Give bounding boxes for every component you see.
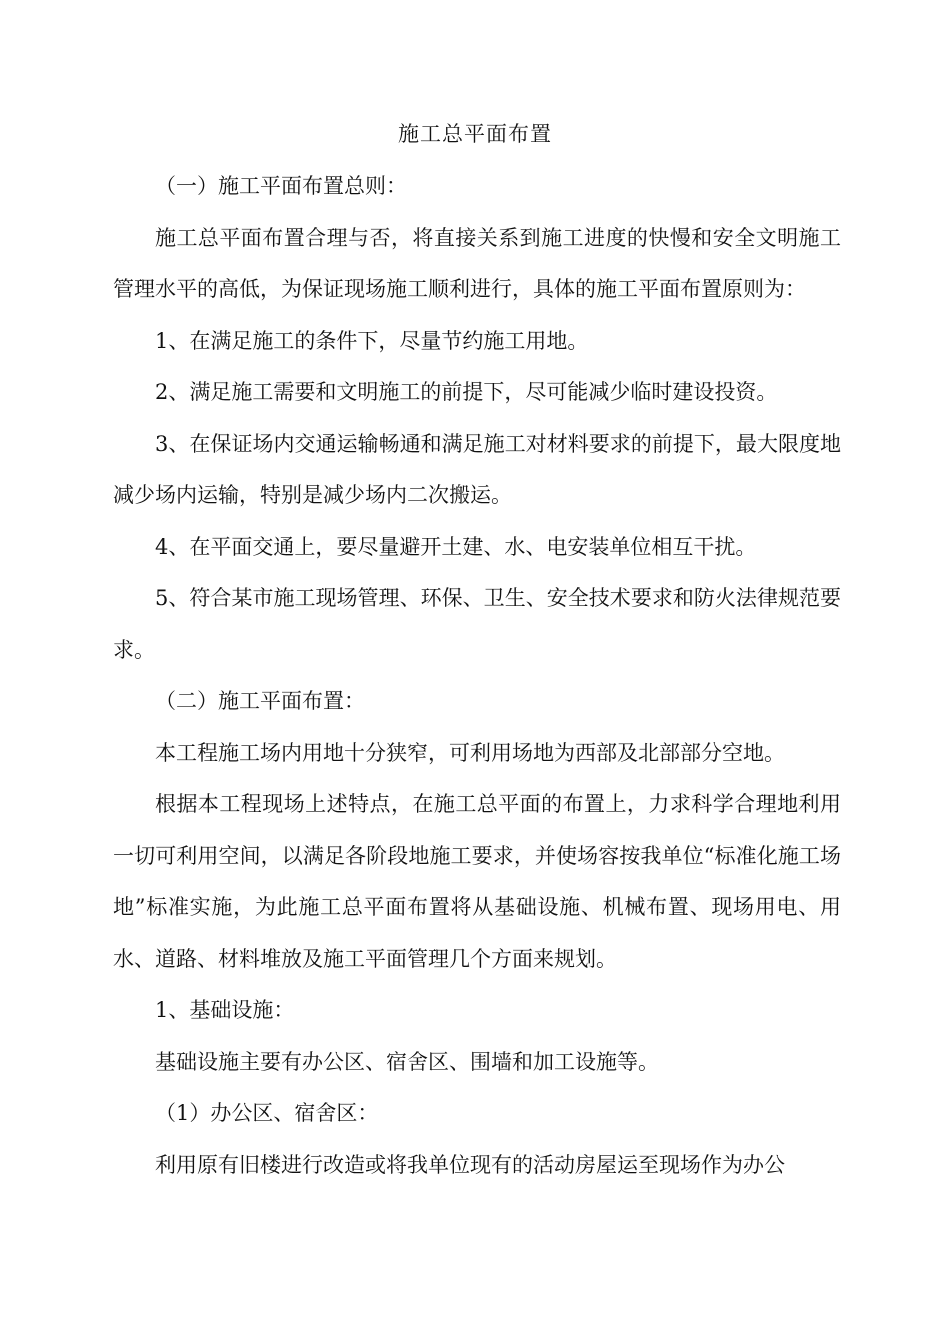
section-heading-2: （二）施工平面布置： bbox=[155, 689, 365, 713]
list-item: 5、符合某市施工现场管理、环保、卫生、安全技术要求和防火法律规范要求。 bbox=[113, 586, 841, 662]
list-item: 2、满足施工需要和文明施工的前提下，尽可能减少临时建设投资。 bbox=[155, 380, 778, 404]
list-item: 4、在平面交通上，要尽量避开土建、水、电安装单位相互干扰。 bbox=[155, 534, 757, 559]
document-body bbox=[113, 161, 841, 1191]
paragraph: 基础设施主要有办公区、宿舍区、围墙和加工设施等。 bbox=[155, 1049, 659, 1074]
paragraph: 利用原有旧楼进行改造或将我单位现有的活动房屋运至现场作为办公 bbox=[155, 1152, 785, 1177]
document-title: 施工总平面布置 bbox=[398, 122, 552, 146]
paragraph: 根据本工程现场上述特点，在施工总平面的布置上，力求科学合理地利用一切可利用空间，以满足各阶段地施工要求，并使场容按我单位“标准化施工场地”标准实施，为此施工总平面布置将从基础设施、机械布置、现场用电、用水、道路、材料堆放及施工平面管理几个方面来规划。 bbox=[113, 792, 841, 971]
section-heading-1: （一）施工平面布置总则： bbox=[155, 174, 407, 198]
list-item: 3、在保证场内交通运输畅通和满足施工对材料要求的前提下，最大限度地减少场内运输，特别是减少场内二次搬运。 bbox=[113, 431, 841, 507]
list-item: 1、在满足施工的条件下，尽量节约施工用地。 bbox=[155, 328, 589, 353]
subsection-heading: （1）办公区、宿舍区： bbox=[155, 1101, 379, 1125]
paragraph: 本工程施工场内用地十分狭窄，可利用场地为西部及北部部分空地。 bbox=[155, 740, 785, 765]
paragraph: 施工总平面布置合理与否，将直接关系到施工进度的快慢和安全文明施工管理水平的高低，为保证现场施工顺利进行，具体的施工平面布置原则为： bbox=[113, 225, 841, 301]
subsection-heading: 1、基础设施： bbox=[155, 998, 295, 1022]
